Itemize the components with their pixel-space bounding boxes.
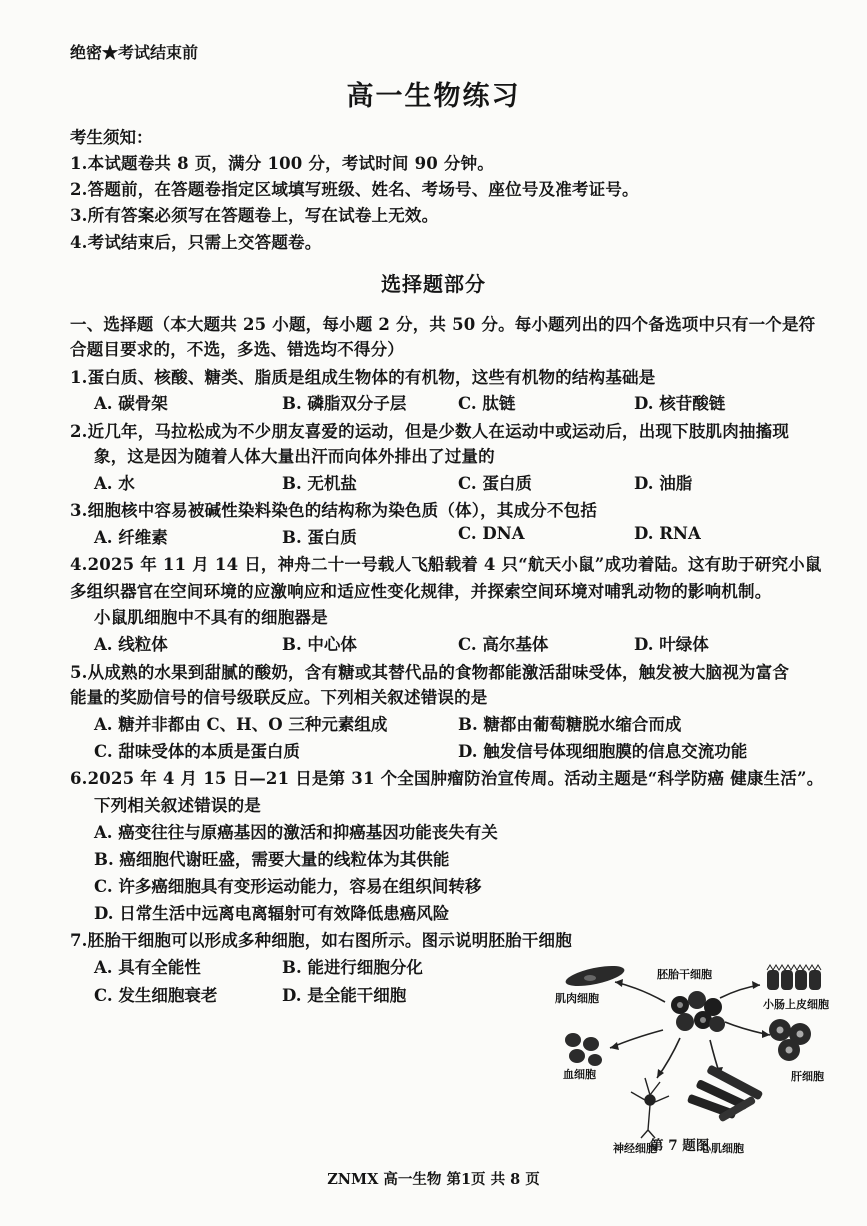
question-4-stem: 4.2025 年 11 月 14 日，神舟二十一号载人飞船载着 4 只“航天小鼠”成功着陆。这有助于研究小鼠 [70,555,822,574]
question-5-option-d: D. 触发信号体现细胞膜的信息交流功能 [458,742,748,761]
question-3-option-d: D. RNA [634,524,701,543]
blood-cell-icon [565,1033,602,1066]
label-blood-cell: 血细胞 [563,1068,596,1081]
liver-cell-icon [769,1019,811,1061]
question-5-option-b: B. 糖都由葡萄糖脱水缩合而成 [458,715,682,734]
question-1-option-b: B. 磷脂双分子层 [282,394,407,413]
notice-item: 4.考试结束后，只需上交答题卷。 [70,233,322,252]
question-2-stem: 象，这是因为随着人体大量出汗而向体外排出了过量的 [94,447,495,466]
notice-heading: 考生须知： [70,128,153,147]
question-6-option-d: D. 日常生活中远离电离辐射可有效降低患癌风险 [94,904,450,923]
question-3-stem: 3.细胞核中容易被碱性染料染色的结构称为染色质（体），其成分不包括 [70,501,598,520]
question-2-option-c: C. 蛋白质 [458,474,532,493]
question-3-option-c: C. DNA [458,524,525,543]
question-7-option-a: A. 具有全能性 [94,958,201,977]
question-6-option-b: B. 癌细胞代谢旺盛，需要大量的线粒体为其供能 [94,850,450,869]
question-6-stem: 下列相关叙述错误的是 [94,796,261,815]
question-4-stem: 小鼠肌细胞中不具有的细胞器是 [94,608,328,627]
label-nerve-cell: 神经细胞 [613,1142,657,1155]
question-6-stem: 6.2025 年 4 月 15 日—21 日是第 31 个全国肿瘤防治宣传周。活动主题是“科学防癌 健康生活”。 [70,769,824,788]
label-intestinal-epithelial-cell: 小肠上皮细胞 [763,998,829,1011]
part-intro: 合题目要求的，不选，多选、错选均不得分） [70,340,404,359]
question-1-option-a: A. 碳骨架 [94,394,168,413]
question-4-option-a: A. 线粒体 [94,635,168,654]
question-4-stem: 多组织器官在空间环境的应激响应和适应性变化规律，并探索空间环境对哺乳动物的影响机制。 [70,582,772,601]
question-5-option-a: A. 糖并非都由 C、H、O 三种元素组成 [94,715,388,734]
question-5-stem: 5.从成熟的水果到甜腻的酸奶，含有糖或其替代品的食物都能激活甜味受体，触发被大脑视为富含 [70,663,790,682]
question-7-stem: 7.胚胎干细胞可以形成多种细胞，如右图所示。图示说明胚胎干细胞 [70,931,572,950]
question-1-option-d: D. 核苷酸链 [634,394,726,413]
cardiac-muscle-cell-icon [687,1064,764,1122]
question-4-option-d: D. 叶绿体 [634,635,709,654]
notice-item: 2.答题前，在答题卷指定区域填写班级、姓名、考场号、座位号及准考证号。 [70,180,639,199]
question-2-option-d: D. 油脂 [634,474,693,493]
question-1-stem: 1.蛋白质、核酸、糖类、脂质是组成生物体的有机物，这些有机物的结构基础是 [70,368,656,387]
question-6-option-a: A. 癌变往往与原癌基因的激活和抑癌基因功能丧失有关 [94,823,498,842]
stem-cell-figure [545,960,845,1160]
question-2-option-b: B. 无机盐 [282,474,357,493]
question-4-option-c: C. 高尔基体 [458,635,549,654]
question-3-option-a: A. 纤维素 [94,528,168,547]
confidential-label: 绝密★考试结束前 [70,43,199,62]
question-2-stem: 2.近几年，马拉松成为不少朋友喜爱的运动，但是少数人在运动中或运动后，出现下肢肌肉抽搐现 [70,422,790,441]
part-intro: 一、选择题（本大题共 25 小题，每小题 2 分，共 50 分。每小题列出的四个备选项中只有一个是符 [70,315,816,334]
figure-caption: 第 7 题图 [650,1138,710,1154]
question-3-option-b: B. 蛋白质 [282,528,357,547]
label-cardiac-muscle-cell: 心肌细胞 [700,1142,744,1155]
notice-item: 1.本试题卷共 8 页，满分 100 分，考试时间 90 分钟。 [70,154,494,173]
question-7-option-c: C. 发生细胞衰老 [94,986,218,1005]
section-title: 选择题部分 [381,272,486,296]
question-5-option-c: C. 甜味受体的本质是蛋白质 [94,742,300,761]
label-muscle-cell: 肌肉细胞 [555,992,599,1005]
question-5-stem: 能量的奖励信号的信号级联反应。下列相关叙述错误的是 [70,688,488,707]
question-7-option-d: D. 是全能干细胞 [282,986,407,1005]
label-embryonic-stem-cell: 胚胎干细胞 [657,968,712,981]
notice-item: 3.所有答案必须写在答题卷上，写在试卷上无效。 [70,206,439,225]
question-7-option-b: B. 能进行细胞分化 [282,958,423,977]
label-liver-cell: 肝细胞 [791,1070,824,1083]
page-title: 高一生物练习 [346,81,521,112]
intestinal-cell-icon [767,965,821,990]
question-2-option-a: A. 水 [94,474,135,493]
nerve-cell-icon [631,1078,669,1138]
question-4-option-b: B. 中心体 [282,635,357,654]
muscle-cell-icon [564,962,626,990]
page-footer: ZNMX 高一生物 第1页 共 8 页 [327,1171,540,1188]
embryonic-stem-cell-icon [671,991,725,1032]
question-6-option-c: C. 许多癌细胞具有变形运动能力，容易在组织间转移 [94,877,482,896]
question-1-option-c: C. 肽链 [458,394,516,413]
